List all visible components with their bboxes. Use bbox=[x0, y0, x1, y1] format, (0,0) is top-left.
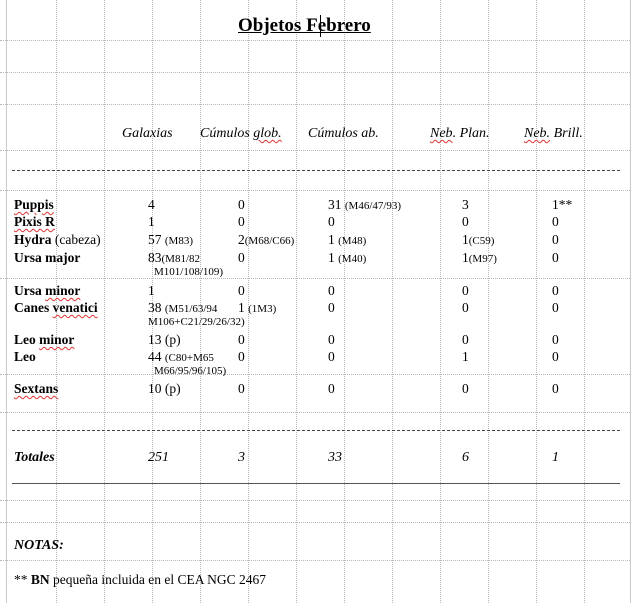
row-name: Hydra (cabeza) bbox=[14, 232, 101, 247]
cell-galaxias: 38 (M51/63/94 bbox=[148, 300, 218, 315]
cell-neb-brill: 0 bbox=[552, 349, 559, 364]
misspelled-word[interactable]: Neb bbox=[430, 126, 453, 141]
cell-galaxias: 1 bbox=[148, 214, 155, 229]
row-name: Canes venatici bbox=[14, 300, 98, 315]
cell-neb-brill: 0 bbox=[552, 232, 559, 247]
cell-cumulos-glob: 0 bbox=[238, 197, 245, 212]
col-header-cumulos-ab: Cúmulos ab. bbox=[308, 126, 379, 141]
cell-galaxias-continuation: M106+C21/29/26/32) bbox=[148, 316, 245, 328]
cell-cumulos-glob: 0 bbox=[238, 332, 245, 347]
cell-neb-plan: 0 bbox=[462, 332, 469, 347]
cell-neb-brill: 1** bbox=[552, 197, 573, 212]
row-name: Pixis R bbox=[14, 214, 55, 229]
total-neb-plan: 6 bbox=[462, 450, 469, 465]
cell-cumulos-ab: 0 bbox=[328, 214, 335, 229]
cell-cumulos-ab: 1 (M48) bbox=[328, 232, 367, 247]
title-text-end: ebrero bbox=[317, 15, 371, 36]
total-galaxias: 251 bbox=[148, 450, 169, 465]
cell-neb-brill: 0 bbox=[552, 381, 559, 396]
cell-cumulos-glob: 0 bbox=[238, 349, 245, 364]
title-text-start: Objetos F bbox=[238, 15, 318, 36]
cell-cumulos-ab: 0 bbox=[328, 300, 335, 315]
notes-heading: NOTAS: bbox=[14, 538, 64, 553]
cell-neb-brill: 0 bbox=[552, 283, 559, 298]
cell-galaxias: 1 bbox=[148, 283, 155, 298]
page-title[interactable] bbox=[238, 15, 371, 37]
cell-neb-plan: 1(C59) bbox=[462, 232, 495, 247]
cell-cumulos-glob: 0 bbox=[238, 250, 245, 265]
dashed-separator bbox=[12, 430, 620, 431]
cell-galaxias-continuation: M101/108/109) bbox=[154, 266, 224, 278]
page-edge-right bbox=[630, 0, 631, 603]
total-cumulos-ab: 33 bbox=[328, 450, 342, 465]
cell-cumulos-ab: 0 bbox=[328, 332, 335, 347]
dashed-separator bbox=[12, 170, 620, 171]
cell-cumulos-glob: 0 bbox=[238, 214, 245, 229]
page-edge-left bbox=[6, 0, 7, 603]
total-neb-brill: 1 bbox=[552, 450, 559, 465]
cell-galaxias-continuation: M66/95/96/105) bbox=[154, 365, 227, 377]
cell-cumulos-ab: 0 bbox=[328, 381, 335, 396]
footnote: ** BN pequeña incluida en el CEA NGC 2467 bbox=[14, 572, 266, 587]
cell-neb-brill: 0 bbox=[552, 214, 559, 229]
col-header-neb-plan: Neb. Plan. bbox=[430, 126, 490, 141]
misspelled-word[interactable]: glob. bbox=[253, 126, 282, 141]
cell-neb-plan: 0 bbox=[462, 283, 469, 298]
cell-neb-brill: 0 bbox=[552, 332, 559, 347]
row-name: Ursa minor bbox=[14, 283, 81, 298]
cell-cumulos-glob: 0 bbox=[238, 381, 245, 396]
cell-neb-plan: 0 bbox=[462, 214, 469, 229]
cell-cumulos-glob: 0 bbox=[238, 283, 245, 298]
cell-cumulos-ab: 0 bbox=[328, 283, 335, 298]
cell-neb-brill: 0 bbox=[552, 250, 559, 265]
row-name: Leo bbox=[14, 349, 36, 364]
totals-label: Totales bbox=[14, 450, 55, 465]
cell-neb-plan: 0 bbox=[462, 300, 469, 315]
row-name: Sextans bbox=[14, 381, 59, 396]
cell-galaxias: 83(M81/82 bbox=[148, 250, 200, 265]
cell-cumulos-glob: 2(M68/C66) bbox=[238, 232, 295, 247]
cell-neb-plan: 1(M97) bbox=[462, 250, 497, 265]
cell-galaxias: 10 (p) bbox=[148, 381, 181, 396]
col-header-neb-brill: Neb. Brill. bbox=[524, 126, 583, 141]
cell-cumulos-ab: 0 bbox=[328, 349, 335, 364]
row-name: Ursa major bbox=[14, 250, 81, 265]
row-name: Leo minor bbox=[14, 332, 75, 347]
misspelled-word[interactable]: Neb. bbox=[524, 126, 551, 141]
cell-galaxias: 44 (C80+M65 bbox=[148, 349, 214, 364]
row-name: Puppis bbox=[14, 197, 54, 212]
solid-separator bbox=[12, 483, 620, 484]
cell-galaxias: 57 (M83) bbox=[148, 232, 193, 247]
cell-neb-plan: 1 bbox=[462, 349, 469, 364]
cell-galaxias: 13 (p) bbox=[148, 332, 181, 347]
col-header-cumulos-glob: Cúmulos glob. bbox=[200, 126, 282, 141]
cell-neb-plan: 0 bbox=[462, 381, 469, 396]
cell-cumulos-glob: 1 (1M3) bbox=[238, 300, 277, 315]
cell-neb-plan: 3 bbox=[462, 197, 469, 212]
col-header-galaxias: Galaxias bbox=[122, 126, 173, 141]
cell-neb-brill: 0 bbox=[552, 300, 559, 315]
cell-cumulos-ab: 1 (M40) bbox=[328, 250, 367, 265]
total-cumulos-glob: 3 bbox=[238, 450, 245, 465]
text-cursor bbox=[320, 15, 321, 37]
cell-cumulos-ab: 31 (M46/47/93) bbox=[328, 197, 402, 212]
cell-galaxias: 4 bbox=[148, 197, 155, 212]
